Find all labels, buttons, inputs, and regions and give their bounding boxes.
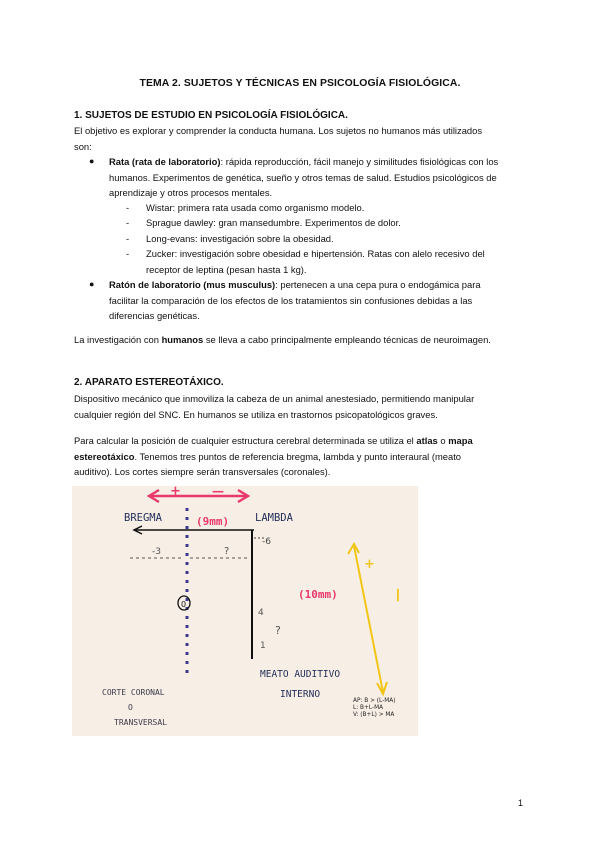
section-2-heading: 2. APARATO ESTEREOTÁXICO. xyxy=(74,377,224,388)
formula-2: L: B+L-MA xyxy=(353,705,384,711)
top-minus-sign: — xyxy=(212,486,224,498)
section-1-intro xyxy=(74,123,530,154)
yellow-minus-sign: — xyxy=(390,588,406,602)
formula-3: V: (B+L) > MA xyxy=(353,712,395,718)
rata-bold: Rata (rata de laboratorio) xyxy=(109,156,221,167)
p2-estereotaxico: estereotáxico xyxy=(74,450,135,462)
p2-pre: Para calcular la posición de cualquier estructura cerebral determinada se utiliza el xyxy=(74,435,417,446)
intro-line-2: son: xyxy=(74,140,92,152)
corte-line-2: O xyxy=(128,703,133,712)
question-mark-1: ? xyxy=(224,546,230,557)
label-10mm: (10mm) xyxy=(298,588,338,601)
yellow-plus-sign: + xyxy=(364,557,375,572)
bregma-label: BREGMA xyxy=(124,512,162,524)
top-plus-sign: + xyxy=(170,486,181,499)
rata-line-3: aprendizaje y otros procesos mentales. xyxy=(109,187,273,199)
strain-zucker-line-2: receptor de leptina (pesan hasta 1 kg). xyxy=(146,263,307,275)
raton-line-3: diferencias genéticas. xyxy=(109,310,200,322)
p2-mid: o xyxy=(437,435,449,446)
corte-line-3: TRANSVERSAL xyxy=(114,718,167,727)
corte-line-1: CORTE CORONAL xyxy=(102,688,165,697)
bullet-raton xyxy=(90,277,530,324)
p1-line-2: cualquier región del SNC. En humanos se utiliza en trastornos psicopatológicos graves. xyxy=(74,408,438,420)
strain-sprague xyxy=(126,215,530,231)
formula-1: AP: B > (L-MA) xyxy=(353,698,396,704)
dash-icon: - xyxy=(126,233,130,244)
strain-long-evans xyxy=(126,231,530,247)
strain-wistar-text: Wistar: primera rata usada como organismo modelo. xyxy=(146,202,365,213)
page-number: 1 xyxy=(518,798,524,808)
label-9mm: (9mm) xyxy=(196,515,230,528)
raton-bold: Ratón de laboratorio (mus musculus) xyxy=(109,279,276,290)
strain-zucker xyxy=(126,246,530,277)
bullet-rata-text xyxy=(109,154,530,201)
bullet-raton-text xyxy=(109,277,530,324)
target-circle-label: 0 xyxy=(181,600,187,609)
dash-icon: - xyxy=(126,202,130,213)
meato-line-1: MEATO AUDITIVO xyxy=(260,669,341,680)
section-2-paragraph-2 xyxy=(74,433,530,480)
humanos-paragraph xyxy=(74,332,530,348)
minus6-label: -6 xyxy=(262,537,271,547)
minus3-label: -3 xyxy=(152,547,161,557)
p2-line-2: . Tenemos tres puntos de referencia bregma, lambda y punto interaural (meato xyxy=(134,450,462,462)
bullet-rata xyxy=(90,154,530,201)
section-1-heading: 1. SUJETOS DE ESTUDIO EN PSICOLOGÍA FISIOLÓGICA. xyxy=(74,110,348,121)
meato-line-2: INTERNO xyxy=(280,689,321,700)
p1-line-1: Dispositivo mecánico que inmoviliza la cabeza de un animal anestesiado, permitiendo manipular xyxy=(74,393,475,404)
p2-atlas: atlas xyxy=(416,435,438,446)
strain-wistar xyxy=(126,200,530,216)
humanos-bold: humanos xyxy=(161,334,204,345)
raton-line-1: : pertenecen a una cepa pura o endogámica para xyxy=(275,279,481,290)
p2-line-3: auditivo). Los cortes siempre serán transversales (coronales). xyxy=(74,466,331,478)
section-2-paragraph-1 xyxy=(74,391,530,422)
raton-line-2: facilitar la comparación de los efectos de los tratamientos sin confusiones debidas a las xyxy=(109,294,473,306)
lambda-label: LAMBDA xyxy=(255,512,293,524)
document-title: TEMA 2. SUJETOS Y TÉCNICAS EN PSICOLOGÍA FISIOLÓGICA. xyxy=(139,78,461,89)
rata-line-1: : rápida reproducción, fácil manejo y similitudes fisiológicas con los xyxy=(220,156,499,167)
humanos-pre: La investigación con xyxy=(74,334,162,345)
strain-sprague-text: Sprague dawley: gran mansedumbre. Experimentos de dolor. xyxy=(146,217,401,228)
strain-zucker-line-1: Zucker: investigación sobre obesidad e hipertensión. Ratas con alelo recesivo del xyxy=(146,248,485,259)
bullet-dot-icon: ● xyxy=(89,156,95,166)
p2-mapa: mapa xyxy=(448,435,473,446)
question-mark-2: ? xyxy=(275,624,281,637)
intro-line-1: El objetivo es explorar y comprender la conducta humana. Los sujetos no humanos más utilizados xyxy=(74,125,483,136)
rata-line-2: humanos. Experimentos de genética, sueño y otros temas de salud. Estudios psicológicos de xyxy=(109,171,497,183)
num1-label: 1 xyxy=(260,641,266,651)
dash-icon: - xyxy=(126,248,130,259)
dash-icon: - xyxy=(126,217,130,228)
stereotaxic-diagram xyxy=(72,486,418,736)
humanos-post: se lleva a cabo principalmente empleando técnicas de neuroimagen. xyxy=(203,334,491,345)
bullet-dot-icon: ● xyxy=(89,279,95,289)
num4-label: 4 xyxy=(258,608,264,618)
strain-long-evans-text: Long-evans: investigación sobre la obesidad. xyxy=(146,233,334,244)
